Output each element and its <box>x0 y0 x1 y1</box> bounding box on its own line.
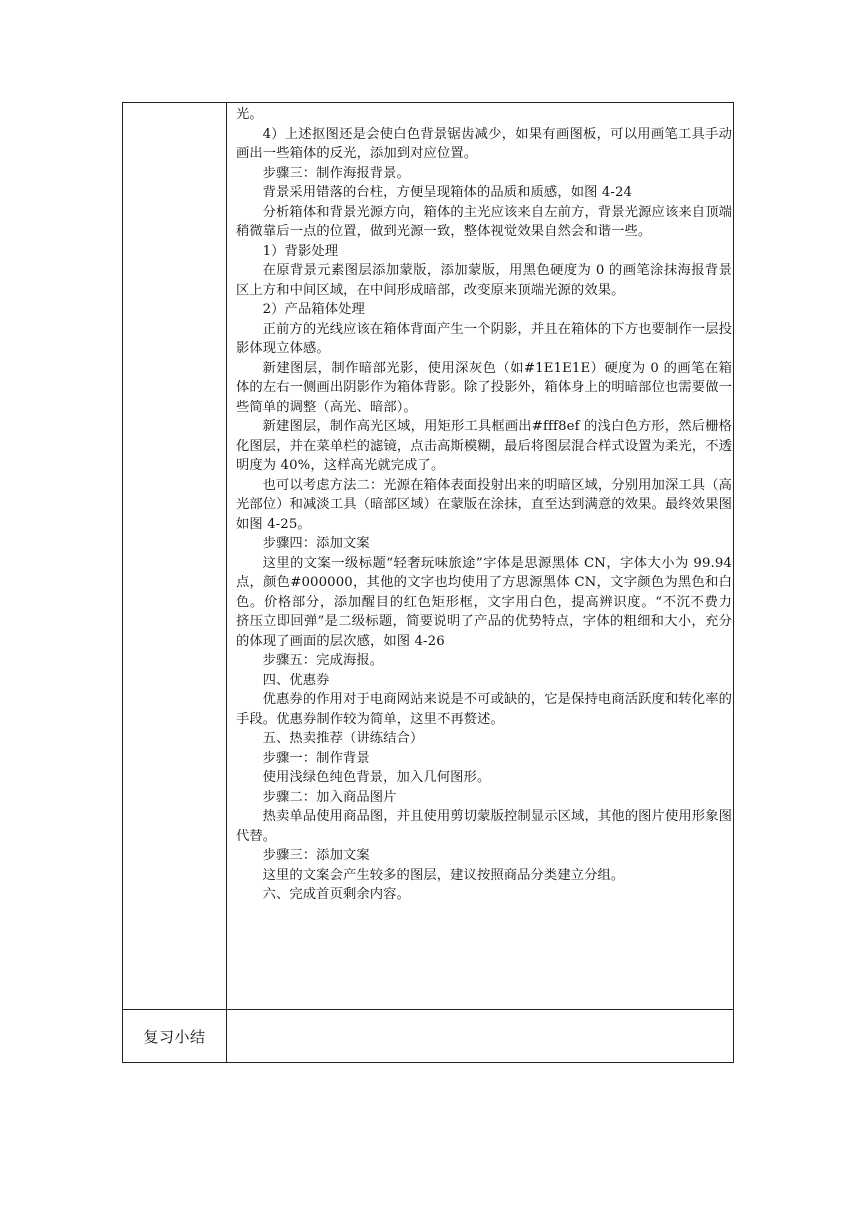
content-paragraph: 也可以考虑方法二：光源在箱体表面投射出来的明暗区域，分别用加深工具（高光部位）和减淡工具（暗部区域）在蒙版在涂抹，直至达到满意的效果。最终效果图如图 4-25。 <box>236 477 732 532</box>
content-paragraph: 优惠券的作用对于电商网站来说是不可或缺的，它是保持电商活跃度和转化率的手段。优惠券制作较为简单，这里不再赘述。 <box>236 692 732 727</box>
content-paragraph: 四、优惠券 <box>262 672 330 688</box>
content-paragraph: 分析箱体和背景光源方向，箱体的主光应该来自左前方，背景光源应该来自顶端稍微靠后一点的位置，做到光源一致，整体视觉效果自然会和谐一些。 <box>236 204 732 239</box>
content-paragraph: 光。 <box>236 107 263 122</box>
content-paragraph: 热卖单品使用商品图，并且使用剪切蒙版控制显示区域，其他的图片使用形象图代替。 <box>236 809 732 844</box>
lesson-table <box>122 102 746 1063</box>
column-divider <box>226 103 227 1062</box>
content-paragraph: 六、完成首页剩余内容。 <box>262 887 410 902</box>
content-paragraph: 正前方的光线应该在箱体背面产生一个阴影，并且在箱体的下方也要制作一层投影体现立体感。 <box>236 321 732 356</box>
content-paragraph: 这里的文案一级标题“轻奢玩味旅途”字体是思源黑体 CN，字体大小为 99.94 点，颜色#000000，其他的文字也均使用了方思源黑体 CN，文字颜色为黑色和白色。价格部分，添加醒目的红色矩形框，文字用白色，提高辨识度。“不沉不费力 挤压立即回弹”是二级标题，简要说明了产品的优势特点，字体的粗细和大小，充分的体现了画面的层次感，如图 4-26 <box>236 555 746 649</box>
content-paragraph: 新建图层，制作暗部光影，使用深灰色（如#1E1E1E）硬度为 0 的画笔在箱体的左右一侧画出阴影作为箱体背影。除了投影外，箱体身上的明暗部位也需要做一些简单的调整（高光、暗部）。 <box>236 360 732 415</box>
content-paragraph: 1）背影处理 <box>262 243 339 259</box>
content-paragraph: 步骤一：制作背景 <box>262 750 370 766</box>
content-paragraph: 步骤三：添加文案 <box>262 848 370 863</box>
summary-content <box>227 1010 733 1062</box>
content-paragraph: 步骤三：制作海报背景。 <box>262 165 410 181</box>
content-paragraph: 使用浅绿色纯色背景，加入几何图形。 <box>262 770 491 785</box>
content-cell <box>236 105 746 905</box>
content-paragraph: 在原背景元素图层添加蒙版，添加蒙版，用黑色硬度为 0 的画笔涂抹海报背景区上方和中间区域，在中间形成暗部，改变原来顶端光源的效果。 <box>236 263 732 298</box>
content-paragraph: 新建图层，制作高光区域，用矩形工具框画出#fff8ef 的浅白色方形，然后栅格化图层，并在菜单栏的滤镜，点击高斯模糊，最后将图层混合样式设置为柔光，不透明度为 40%，这样高光就完成了。 <box>236 419 733 473</box>
content-paragraph: 步骤五：完成海报。 <box>262 653 384 668</box>
content-paragraph: 这里的文案会产生较多的图层，建议按照商品分类建立分组。 <box>262 867 625 883</box>
content-paragraph: 五、热卖推荐（讲练结合） <box>262 731 424 746</box>
content-paragraph: 背景采用错落的台柱，方便呈现箱体的品质和质感，如图 4-24 <box>262 185 633 200</box>
content-paragraph: 4）上述抠图还是会使白色背景锯齿减少，如果有画图板，可以用画笔工具手动画出一些箱体的反光，添加到对应位置。 <box>236 126 732 161</box>
content-paragraph: 步骤四：添加文案 <box>262 536 370 551</box>
content-paragraph: 2）产品箱体处理 <box>262 302 365 317</box>
summary-label: 复习小结 <box>143 1027 206 1046</box>
content-paragraph: 步骤二：加入商品图片 <box>262 789 397 805</box>
